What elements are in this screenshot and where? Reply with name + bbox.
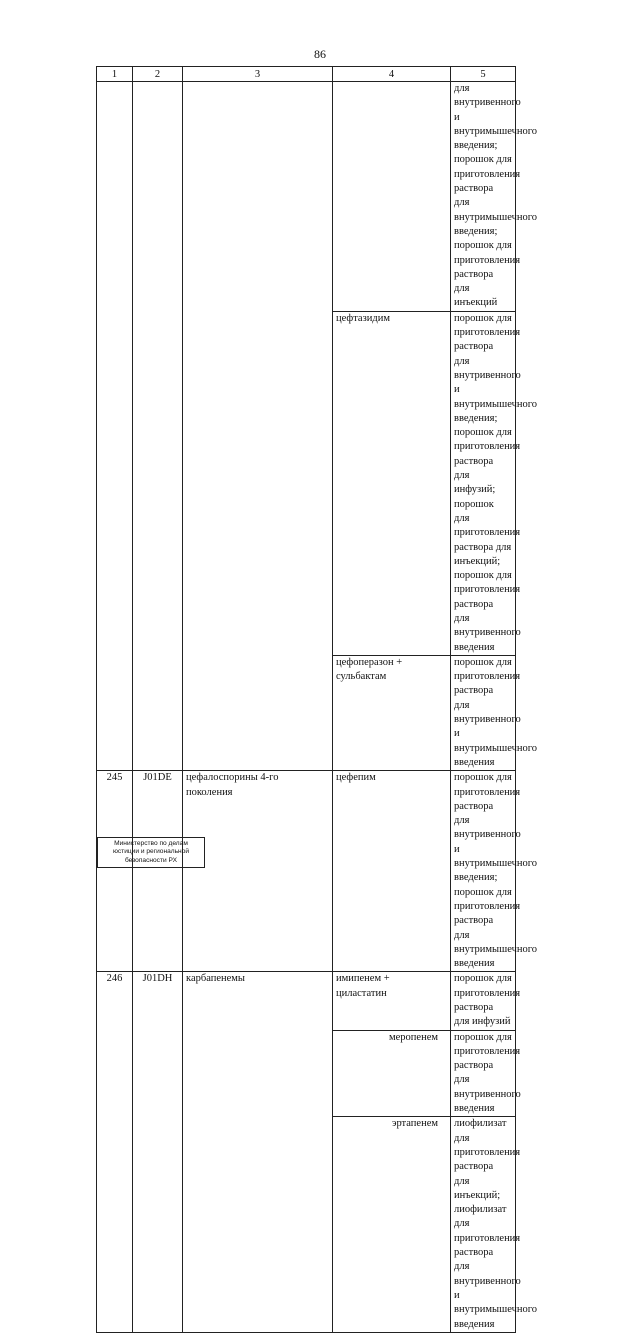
row-number-cell: 246 bbox=[97, 972, 133, 1332]
header-col-5: 5 bbox=[451, 67, 516, 82]
row-number-cell bbox=[97, 82, 133, 771]
header-col-3: 3 bbox=[183, 67, 333, 82]
table-row bbox=[97, 82, 516, 312]
dosage-form-cell: для внутривенного и внутримышечного введения; порошок для приготовления раствора для внутримышечного введения; порошок для приготовления раствора для инъекций bbox=[451, 82, 516, 312]
dosage-form-cell: порошок для приготовления раствора для внутривенного и внутримышечного введения bbox=[451, 655, 516, 770]
dosage-form-cell: лиофилизат для приготовления раствора для инъекций; лиофилизат для приготовления раствора для внутривенного и внутримышечного введения bbox=[451, 1117, 516, 1332]
drug-name-cell: эртапенем bbox=[333, 1117, 451, 1332]
row-number-cell: 245 bbox=[97, 771, 133, 972]
dosage-form-cell: порошок для приготовления раствора для внутривенного и внутримышечного введения; порошок для приготовления раствора для внутримышечного введения bbox=[451, 771, 516, 972]
table-row bbox=[97, 771, 516, 972]
atc-code-cell: J01DE bbox=[133, 771, 183, 972]
dosage-form-cell: порошок для приготовления раствора для внутривенного и внутримышечного введения; порошок для приготовления раствора для инфузий; порошок для приготовления раствора для инъекций; порошок для приготовления раствора для внутривенного введения bbox=[451, 311, 516, 655]
dosage-form-cell: порошок для приготовления раствора для инфузий bbox=[451, 972, 516, 1030]
drug-name-cell: имипенем + циластатин bbox=[333, 972, 451, 1030]
atc-code-cell bbox=[133, 82, 183, 771]
group-name-cell: карбапенемы bbox=[183, 972, 333, 1332]
group-name-cell: цефалоспорины 4-го поколения bbox=[183, 771, 333, 972]
dosage-form-cell: порошок для приготовления раствора для внутривенного введения bbox=[451, 1030, 516, 1117]
drug-name-cell: цефоперазон + сульбактам bbox=[333, 655, 451, 770]
drug-name-cell: цефтазидим bbox=[333, 311, 451, 655]
stamp-line: Министерство по делам bbox=[114, 840, 188, 847]
header-col-1: 1 bbox=[97, 67, 133, 82]
header-col-4: 4 bbox=[333, 67, 451, 82]
drug-table bbox=[96, 66, 538, 1333]
table-row bbox=[97, 972, 516, 1030]
drug-name-cell bbox=[333, 82, 451, 312]
drug-name-cell: меропенем bbox=[333, 1030, 451, 1117]
group-name-cell bbox=[183, 82, 333, 771]
header-row bbox=[97, 67, 516, 82]
ministry-stamp bbox=[97, 837, 205, 868]
header-col-2: 2 bbox=[133, 67, 183, 82]
drug-name-cell: цефепим bbox=[333, 771, 451, 972]
stamp-line: безопасности РХ bbox=[124, 856, 177, 864]
stamp-line: юстиции и региональной bbox=[112, 848, 190, 856]
page-number: 86 bbox=[314, 47, 326, 61]
atc-code-cell: J01DH bbox=[133, 972, 183, 1332]
